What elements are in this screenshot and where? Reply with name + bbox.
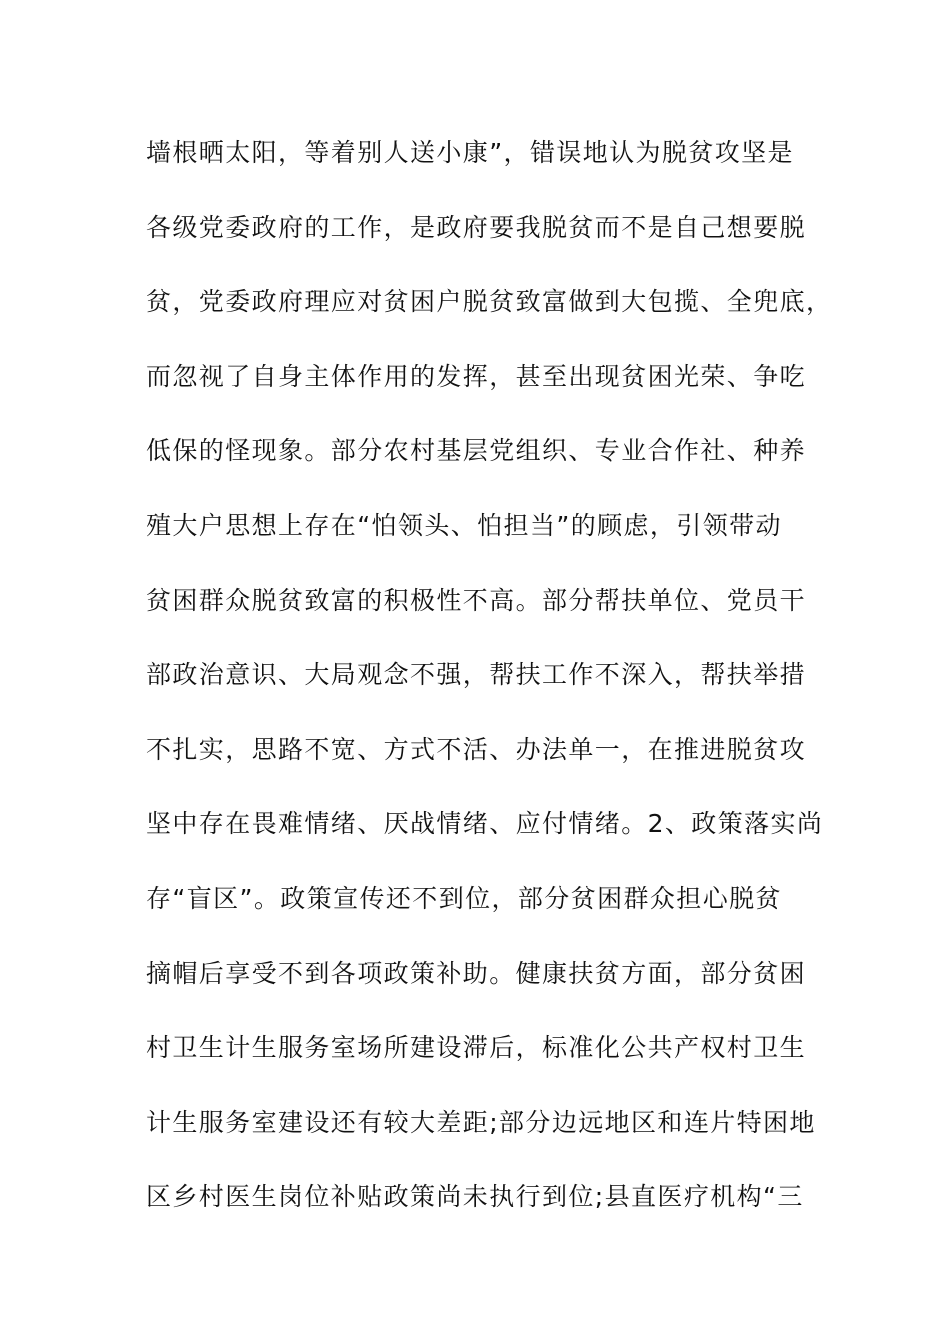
text-line: 各级党委政府的工作，是政府要我脱贫而不是自己想要脱 [146, 212, 807, 242]
text-line: 墙根晒太阳，等着别人送小康”，错误地认为脱贫攻坚是 [146, 138, 794, 167]
body-text [146, 131, 833, 1250]
text-line: 而忽视了自身主体作用的发挥，甚至出现贫困光荣、争吃 [146, 361, 807, 391]
text-line: 部政治意识、大局观念不强，帮扶工作不深入，帮扶举措 [146, 660, 807, 690]
text-line: 贫困群众脱贫致富的积极性不高。部分帮扶单位、党员干 [146, 585, 807, 615]
text-line: 村卫生计生服务室场所建设滞后，标准化公共产权村卫生 [146, 1033, 807, 1063]
text-line: 摘帽后享受不到各项政策补助。健康扶贫方面，部分贫困 [146, 958, 807, 988]
text-line: 低保的怪现象。部分农村基层党组织、专业合作社、种养 [146, 436, 807, 466]
text-line: 殖大户思想上存在“怕领头、怕担当”的顾虑，引领带动 [146, 510, 782, 540]
text-line: 坚中存在畏难情绪、厌战情绪、应付情绪。2、政策落实尚 [146, 809, 824, 839]
text-line: 不扎实，思路不宽、方式不活、办法单一，在推进脱贫攻 [146, 734, 807, 764]
text-line: 贫，党委政府理应对贫困户脱贫致富做到大包揽、全兜底， [146, 287, 833, 317]
text-line: 区乡村医生岗位补贴政策尚未执行到位;县直医疗机构“三 [146, 1182, 804, 1212]
text-line: 计生服务室建设还有较大差距;部分边远地区和连片特困地 [146, 1107, 816, 1137]
text-line: 存“盲区”。政策宣传还不到位，部分贫困群众担心脱贫 [146, 883, 782, 913]
